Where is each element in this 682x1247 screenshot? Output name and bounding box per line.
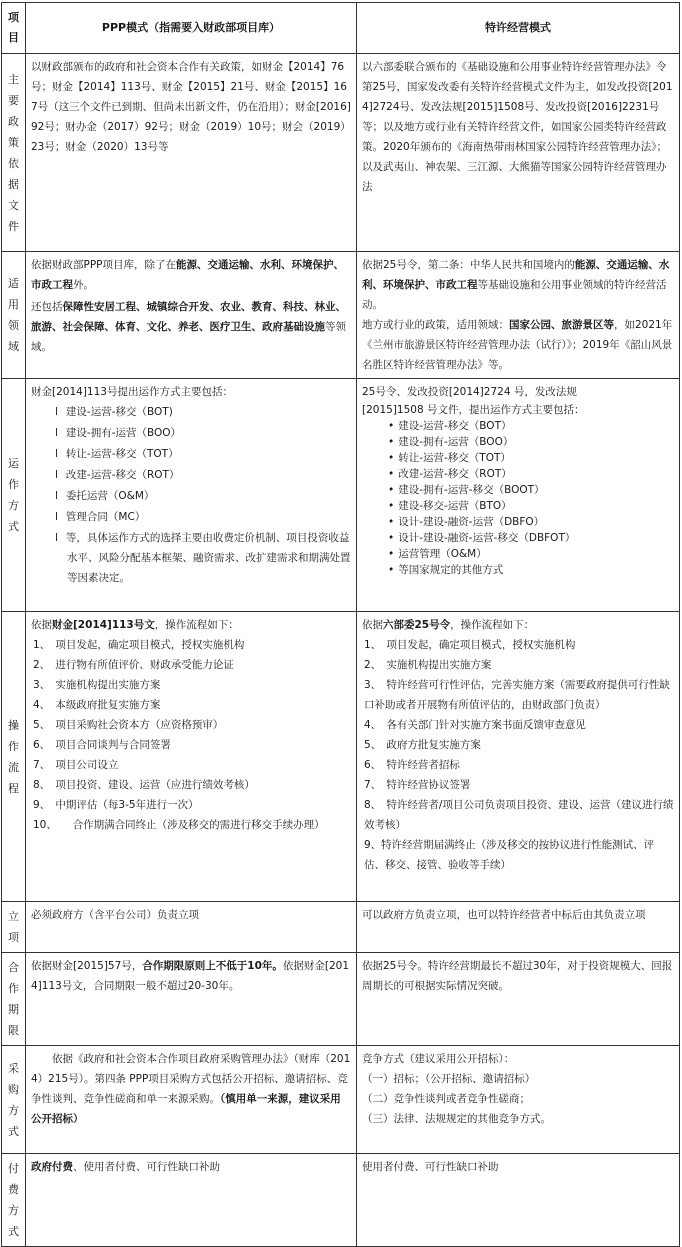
basis-ppp: 以财政部颁布的政府和社会资本合作有关政策，如财金【2014】76号；财金【2014】113号、财金【2015】21号、财金【2015】167号（这三个文件已到期、但尚未出新文件，仍在沿用）；财金[2016]92号；财办金（2017）92号；财金（2019）10号；财会（2019）23号；财金（2020）13号等 xyxy=(26,54,357,252)
list-item: l 建设-运营-移交（BOT) xyxy=(55,402,351,423)
process-step: 10、 合作期满合同终止（涉及移交的需进行移交手续办理） xyxy=(33,819,325,831)
process-step: 4、 各有关部门针对实施方案书面反馈审查意见 xyxy=(364,719,586,731)
header-row xyxy=(2,3,680,54)
process-concession xyxy=(357,612,680,902)
list-item: l 建设-拥有-运营（BOO） xyxy=(55,423,351,444)
row-process xyxy=(2,612,680,902)
term-ppp: 依据财金[2015]57号，合作期限原则上不低于10年。依据财金[2014]113号文，合同期限一般不超过20-30年。 xyxy=(26,953,357,1046)
row-operation xyxy=(2,379,680,612)
procurement-con-title: 竞争方式（建议采用公开招标）： xyxy=(362,1053,515,1065)
row-scope xyxy=(2,252,680,379)
row-label-procurement: 采购方式 xyxy=(2,1046,26,1154)
term-concession: 依据25号令。特许经营期最长不超过30年，对于投资规模大、回报周期长的可根据实际情况突破。 xyxy=(357,953,680,1046)
operation-con-list xyxy=(388,418,674,578)
comparison-table xyxy=(1,2,680,1247)
list-item: l 管理合同（MC） xyxy=(55,507,351,528)
row-label-operation: 运作方式 xyxy=(2,379,26,612)
list-item: （一）招标；（公开招标、邀请招标） xyxy=(362,1073,536,1085)
list-item: • 运营管理（O&M） xyxy=(388,546,674,562)
process-step: 3、 实施机构提出实施方案 xyxy=(33,679,161,691)
operation-con-intro2: [2015]1508 号文件，提出运作方式主要包括： xyxy=(362,404,585,416)
header-ppp: PPP模式（指需要入财政部项目库） xyxy=(26,3,357,54)
process-con-intro: 依据六部委25号令，操作流程如下： xyxy=(362,619,535,631)
process-step: 3、 特许经营可行性评估，完善实施方案（需要政府提供可行性缺口补助或者开展物有所值评估的，由财政部门负责） xyxy=(364,679,670,711)
row-label-approval: 立项 xyxy=(2,902,26,953)
process-ppp-intro: 依据财金[2014]113号文，操作流程如下： xyxy=(31,619,239,631)
scope-concession xyxy=(357,252,680,379)
list-item: （二）竞争性谈判或者竞争性磋商； xyxy=(362,1093,530,1105)
operation-ppp xyxy=(26,379,357,612)
scope-ppp xyxy=(26,252,357,379)
row-payment xyxy=(2,1154,680,1247)
scope-ppp-p1: 依据财政部PPP项目库，除了在能源、交通运输、水利、环境保护、市政工程外。 xyxy=(31,259,344,291)
list-item: • 等国家规定的其他方式 xyxy=(388,562,674,578)
operation-concession xyxy=(357,379,680,612)
header-concession: 特许经营模式 xyxy=(357,3,680,54)
procurement-ppp: 依据《政府和社会资本合作项目政府采购管理办法》（财库（2014）215号）。第四条 PPP项目采购方式包括公开招标、邀请招标、竞争性谈判、竞争性磋商和单一来源采购。（慎用单一来源，建议采用公开招标） xyxy=(26,1046,357,1154)
operation-con-intro1: 25号令、发改投资[2014]2724 号，发改法规 xyxy=(362,386,577,398)
scope-ppp-p2: 还包括保障性安居工程、城镇综合开发、农业、教育、科技、林业、旅游、社会保障、体育、文化、养老、医疗卫生、政府基础设施等领域。 xyxy=(31,301,346,353)
list-item: l 转让-运营-移交（TOT） xyxy=(55,444,351,465)
operation-ppp-list xyxy=(55,402,351,528)
basis-concession: 以六部委联合颁布的《基础设施和公用事业特许经营管理办法》令第25号，国家发改委有关特许经营模式文件为主，如发改投资[2014]2724号、发改法规[2015]1508号、发改投资[2016]2231号等；以及地方或行业有关特许经营文件，如国家公园类特许经营政策。2020年颁布的《海南热带雨林国家公园特许经营管理办法》；以及武夷山、神农架、三江源、大熊猫等国家公园特许经营管理办法 xyxy=(357,54,680,252)
payment-ppp: 政府付费、使用者付费、可行性缺口补助 xyxy=(26,1154,357,1247)
list-item: （三）法律、法规规定的其他竞争方式。 xyxy=(362,1113,551,1125)
approval-ppp: 必须政府方（含平台公司）负责立项 xyxy=(26,902,357,953)
row-label-term: 合作期限 xyxy=(2,953,26,1046)
process-step: 8、 项目投资、建设、运营（应进行绩效考核） xyxy=(33,779,255,791)
procurement-concession xyxy=(357,1046,680,1154)
process-step: 5、 政府方批复实施方案 xyxy=(364,739,481,751)
approval-concession: 可以政府方负责立项，也可以特许经营者中标后由其负责立项 xyxy=(357,902,680,953)
row-label-payment: 付费方式 xyxy=(2,1154,26,1247)
process-step: 1、 项目发起，确定项目模式，授权实施机构 xyxy=(364,639,576,651)
process-step: 1、 项目发起，确定项目模式，授权实施机构 xyxy=(33,639,245,651)
row-label-scope: 适用领域 xyxy=(2,252,26,379)
process-step: 8、 特许经营者/项目公司负责项目投资、建设、运营（建议进行绩效考核） xyxy=(364,799,674,831)
row-procurement xyxy=(2,1046,680,1154)
list-item: • 转让-运营-移交（TOT） xyxy=(388,450,674,466)
process-step: 4、 本级政府批复实施方案 xyxy=(33,699,161,711)
row-approval xyxy=(2,902,680,953)
process-ppp xyxy=(26,612,357,902)
process-step: 7、 项目公司设立 xyxy=(33,759,119,771)
process-step: 6、 项目合同谈判与合同签署 xyxy=(33,739,171,751)
row-label-process: 操作流程 xyxy=(2,612,26,902)
process-step: 9、特许经营期届满终止（涉及移交的按协议进行性能测试、评估、移交、接管、验收等手续） xyxy=(364,839,655,871)
process-step: 5、 项目采购社会资本方（应资格预审） xyxy=(33,719,224,731)
list-item: • 设计-建设-融资-运营-移交（DBFOT） xyxy=(388,530,674,546)
process-step: 9、 中期评估（每3-5年进行一次） xyxy=(33,799,199,811)
list-item: • 设计-建设-融资-运营（DBFO） xyxy=(388,514,674,530)
row-basis xyxy=(2,54,680,252)
row-term xyxy=(2,953,680,1046)
scope-con-p2: 地方或行业的政策，适用领域：国家公园、旅游景区等，如2021年《兰州市旅游景区特许经营管理办法（试行）》；2019年《韶山风景名胜区特许经营管理办法》等。 xyxy=(362,319,673,371)
list-item: • 建设-拥有-运营（BOO） xyxy=(388,434,674,450)
operation-ppp-intro: 财金[2014]113号提出运作方式主要包括： xyxy=(31,386,233,398)
list-item: l 改建-运营-移交（ROT） xyxy=(55,465,351,486)
process-step: 2、 进行物有所值评价、财政承受能力论证 xyxy=(33,659,234,671)
operation-ppp-tail: l 等，具体运作方式的选择主要由收费定价机制、项目投资收益水平、风险分配基本框架、融资需求、改扩建需求和期满处置等因素决定。 xyxy=(55,532,351,584)
list-item: • 改建-运营-移交（ROT） xyxy=(388,466,674,482)
list-item: l 委托运营（O&M） xyxy=(55,486,351,507)
list-item: • 建设-运营-移交（BOT） xyxy=(388,418,674,434)
header-item: 项目 xyxy=(2,3,26,54)
scope-con-p1: 依据25号令，第二条：中华人民共和国境内的能源、交通运输、水利、环境保护、市政工程等基础设施和公用事业领域的特许经营活动。 xyxy=(362,259,670,311)
process-step: 2、 实施机构提出实施方案 xyxy=(364,659,492,671)
list-item: • 建设-移交-运营（BTO） xyxy=(388,498,674,514)
process-step: 7、 特许经营协议签署 xyxy=(364,779,471,791)
list-item: • 建设-拥有-运营-移交（BOOT） xyxy=(388,482,674,498)
payment-concession: 使用者付费、可行性缺口补助 xyxy=(357,1154,680,1247)
row-label-basis: 主要政策依据文件 xyxy=(2,54,26,252)
process-step: 6、 特许经营者招标 xyxy=(364,759,460,771)
